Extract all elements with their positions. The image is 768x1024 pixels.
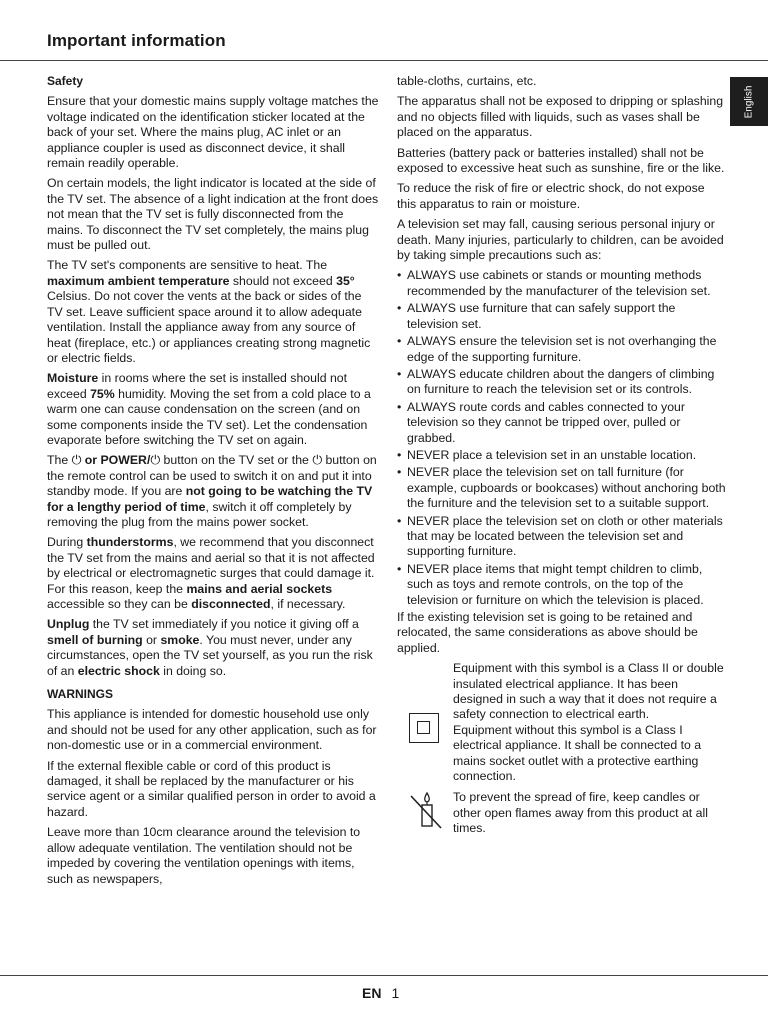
right-column <box>397 74 727 837</box>
warning-paragraph-cable: If the external flexible cable or cord of this product is damaged, it shall be replaced by the manufacturer or his service agent or a similar qualified person in order to avoid a hazard. <box>47 758 376 819</box>
list-item: • ALWAYS route cords and cables connected to your television so they cannot be tripped over, pulled or grabbed. <box>397 400 727 446</box>
falling-tv-paragraph: A television set may fall, causing serious personal injury or death. Many injuries, particularly to children, can be avoided by taking simple precautions such as: <box>397 217 724 263</box>
left-column <box>47 74 379 892</box>
page-footer <box>362 985 399 1001</box>
no-candle-icon <box>397 790 453 836</box>
safety-heading: Safety <box>47 74 84 88</box>
precautions-list <box>397 268 727 608</box>
warnings-heading: WARNINGS <box>47 687 113 702</box>
list-item: • ALWAYS use furniture that can safely support the television set. <box>397 301 727 332</box>
warning-paragraph-ventilation: Leave more than 10cm clearance around the television to allow adequate ventilation. The ventilation should not be impeded by covering the ventilation openings with items, such as newspapers, <box>47 825 361 886</box>
footer-language: EN <box>362 985 382 1001</box>
power-icon: ⏻ <box>71 453 82 468</box>
safety-paragraph-unplug: Unplug the TV set immediately if you notice it giving off a smell of burning or smoke. You must never, under any circumstances, open the TV set yourself, as you run the risk of an electric shock in doing so. <box>47 617 373 678</box>
class2-description: Equipment with this symbol is a Class II or double insulated electrical appliance. It has been designed in such a way that it does not require a safety connection to electrical earth. <box>453 661 724 722</box>
safety-paragraph-voltage: Ensure that your domestic mains supply voltage matches the voltage indicated on the identification sticker located at the back of your set. Where the mains plug, AC inlet or an appliance coupler is used as disconnect device, it shall remain readily operable. <box>47 94 379 171</box>
rain-paragraph: To reduce the risk of fire or electric shock, do not expose this apparatus to rain or moisture. <box>397 181 705 211</box>
list-item: • NEVER place items that might tempt children to climb, such as toys and remote controls, on the top of the television or furniture on which the television is placed. <box>397 562 727 608</box>
class2-symbol-section <box>397 661 727 784</box>
list-item: • ALWAYS use cabinets or stands or mounting methods recommended by the manufacturer of the television set. <box>397 268 727 299</box>
language-tab <box>730 77 768 126</box>
class1-description: Equipment without this symbol is a Class I electrical appliance. It shall be connected to a mains socket outlet with a protective earthing connection. <box>453 722 702 784</box>
candle-warning-section <box>397 790 727 836</box>
ventilation-continued: table-cloths, curtains, etc. <box>397 74 537 88</box>
safety-paragraph-power-button: The ⏻ or POWER/⏻ button on the TV set or the ⏻ button on the remote control can be used to switch it on and put it into standby mode. If you are not going to be watching the TV for a lengthy period of time, switch it off completely by removing the plug from the mains power socket. <box>47 453 377 529</box>
list-item: • NEVER place the television set on cloth or other materials that may be located between the television set and supporting furniture. <box>397 514 727 560</box>
list-item: • NEVER place a television set in an unstable location. <box>397 448 727 463</box>
candle-warning-text: To prevent the spread of fire, keep candles or other open flames away from this product at all times. <box>453 790 708 836</box>
safety-paragraph-heat: The TV set's components are sensitive to heat. The maximum ambient temperature should not exceed 35° Celsius. Do not cover the vents at the back or sides of the TV set. Leave sufficient space around it to allow adequate ventilation. Install the appliance away from any source of heat (fireplace, etc.) or appliances creating strong magnetic or electric fields. <box>47 258 371 365</box>
page-number: 1 <box>391 985 400 1001</box>
list-item: • NEVER place the television set on tall furniture (for example, cupboards or bookcases) without anchoring both the furniture and the television set to a suitable support. <box>397 465 727 511</box>
footer-divider <box>0 975 768 976</box>
class2-symbol-icon <box>397 661 453 784</box>
safety-paragraph-light-indicator: On certain models, the light indicator is located at the side of the TV set. The absence of a light indication at the front does not mean that the TV set is fully disconnected from the mains. To disconnect the TV set completely, the mains plug must be pulled out. <box>47 176 379 253</box>
list-item: • ALWAYS educate children about the dangers of climbing on furniture to reach the television set or its controls. <box>397 367 727 398</box>
warning-paragraph-domestic-use: This appliance is intended for domestic household use only and should not be used for any other application, such as for non-domestic use or in a commercial environment. <box>47 707 377 753</box>
list-item: • ALWAYS ensure the television set is not overhanging the edge of the supporting furniture. <box>397 334 727 365</box>
batteries-paragraph: Batteries (battery pack or batteries installed) shall not be exposed to excessive heat such as sunshine, fire or the like. <box>397 145 725 176</box>
safety-paragraph-moisture: Moisture in rooms where the set is installed should not exceed 75% humidity. Moving the set from a cold place to a warm one can cause condensation on the screen (and on some components inside the TV set). Let the condensation evaporate before switching the TV set on again. <box>47 371 371 447</box>
page-title: Important information <box>47 31 226 50</box>
power-icon: ⏻ <box>312 453 323 468</box>
dripping-paragraph: The apparatus shall not be exposed to dripping or splashing and no objects filled with liquids, such as vases shall be placed on the apparatus. <box>397 94 724 140</box>
relocation-paragraph: If the existing television set is going to be retained and relocated, the same considerations as above should be applied. <box>397 610 698 655</box>
header-divider <box>0 60 768 61</box>
power-icon: ⏻ <box>150 453 161 468</box>
safety-paragraph-thunderstorms: During thunderstorms, we recommend that you disconnect the TV set from the mains and aerial so that it is not affected by electrical or electromagnetic surges that could damage it. For this reason, keep the mains and aerial sockets accessible so they can be disconnected, if necessary. <box>47 535 375 611</box>
language-tab-label: English <box>743 85 755 118</box>
